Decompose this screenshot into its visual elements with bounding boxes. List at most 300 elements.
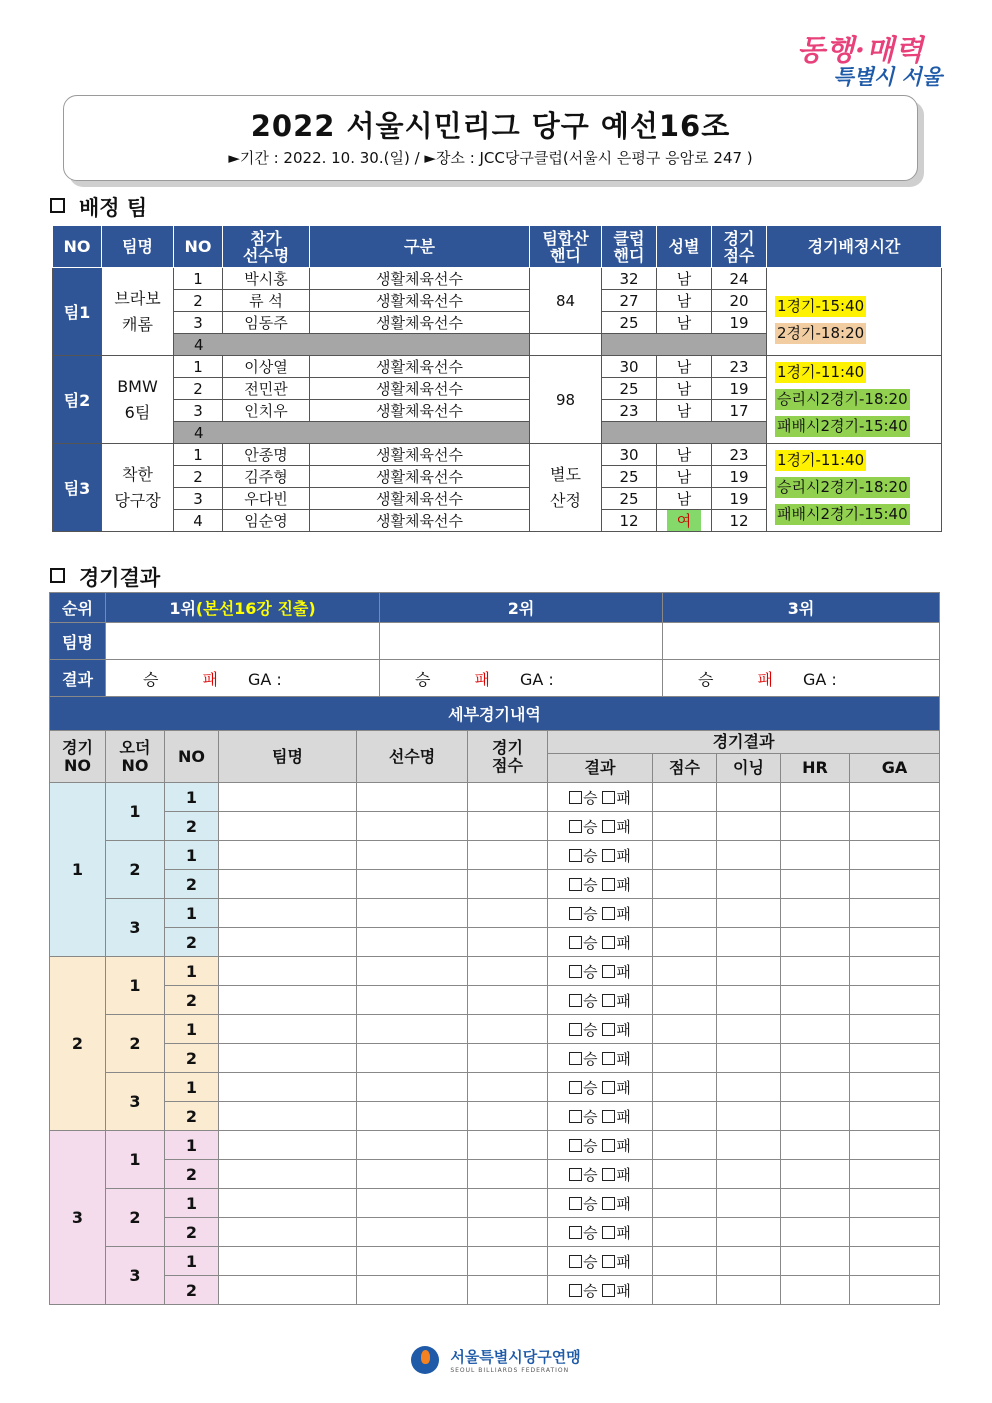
- inning-input[interactable]: [717, 928, 781, 957]
- player-type: 생활체육선수: [310, 378, 530, 400]
- game-score: 19: [712, 378, 767, 400]
- ga-input[interactable]: [850, 986, 940, 1015]
- col-player-no: NO: [174, 226, 223, 268]
- points-input[interactable]: [653, 1160, 717, 1189]
- score-input[interactable]: [468, 1015, 548, 1044]
- player-input[interactable]: [357, 957, 468, 986]
- ga-input[interactable]: [850, 812, 940, 841]
- rank-row: [50, 593, 940, 623]
- score-input[interactable]: [468, 1073, 548, 1102]
- inning-input[interactable]: [717, 1247, 781, 1276]
- inning-input[interactable]: [717, 870, 781, 899]
- ga-input[interactable]: [850, 928, 940, 957]
- player-no: 3: [174, 312, 223, 334]
- club-handi: 25: [602, 488, 657, 510]
- order-no: 2: [106, 841, 165, 899]
- ga-input[interactable]: [850, 1073, 940, 1102]
- win-loss-check[interactable]: 승 패: [548, 1160, 653, 1189]
- player-input[interactable]: [357, 1102, 468, 1131]
- win-loss-check[interactable]: 승 패: [548, 841, 653, 870]
- ga-input[interactable]: [850, 1131, 940, 1160]
- player-input[interactable]: [357, 1276, 468, 1305]
- team-input[interactable]: [219, 1102, 357, 1131]
- hr-input[interactable]: [781, 1073, 850, 1102]
- game-score: 12: [712, 510, 767, 532]
- player-input[interactable]: [357, 1131, 468, 1160]
- table-row: [50, 1276, 940, 1305]
- loss-checkbox[interactable]: [602, 936, 615, 949]
- slot-no: 1: [165, 783, 219, 812]
- win-loss-check[interactable]: 승 패: [548, 1131, 653, 1160]
- points-input[interactable]: [653, 1276, 717, 1305]
- points-input[interactable]: [653, 783, 717, 812]
- player-no: 3: [174, 488, 223, 510]
- win-checkbox[interactable]: [569, 1255, 582, 1268]
- rank-3-result[interactable]: 승 패 GA :: [663, 660, 940, 697]
- score-input[interactable]: [468, 1044, 548, 1073]
- loss-checkbox[interactable]: [602, 1284, 615, 1297]
- schedule-item: 승리시2경기-18:20: [777, 390, 908, 408]
- team-input[interactable]: [219, 1247, 357, 1276]
- player-input[interactable]: [357, 870, 468, 899]
- win-checkbox[interactable]: [569, 1284, 582, 1297]
- player-name: 박시홍: [223, 268, 310, 290]
- hr-input[interactable]: [781, 928, 850, 957]
- team-name: 브라보 캐롬: [102, 268, 174, 356]
- team-input[interactable]: [219, 986, 357, 1015]
- schedule-item: 1경기-11:40: [777, 363, 865, 381]
- hr-input[interactable]: [781, 1102, 850, 1131]
- win-loss-check[interactable]: 승 패: [548, 1218, 653, 1247]
- win-checkbox[interactable]: [569, 1052, 582, 1065]
- loss-checkbox[interactable]: [602, 907, 615, 920]
- inning-input[interactable]: [717, 1276, 781, 1305]
- player-input[interactable]: [357, 986, 468, 1015]
- inning-input[interactable]: [717, 841, 781, 870]
- rank-2: 2위: [380, 593, 663, 623]
- score-input[interactable]: [468, 957, 548, 986]
- win-loss-check[interactable]: 승 패: [548, 986, 653, 1015]
- loss-checkbox[interactable]: [602, 1255, 615, 1268]
- player-input[interactable]: [357, 1015, 468, 1044]
- empty-slot: [602, 422, 767, 444]
- player-name: 임순영: [223, 510, 310, 532]
- win-loss-check[interactable]: 승 패: [548, 783, 653, 812]
- team-input[interactable]: [219, 783, 357, 812]
- club-handi: 23: [602, 400, 657, 422]
- score-input[interactable]: [468, 986, 548, 1015]
- ga-input[interactable]: [850, 870, 940, 899]
- results-section-title: 경기결과: [50, 562, 160, 592]
- schedule-item: 1경기-15:40: [777, 296, 865, 315]
- win-loss-check[interactable]: 승 패: [548, 1276, 653, 1305]
- hr-input[interactable]: [781, 1247, 850, 1276]
- win-loss-check[interactable]: 승 패: [548, 899, 653, 928]
- points-input[interactable]: [653, 928, 717, 957]
- order-no: 3: [106, 1247, 165, 1305]
- win-checkbox[interactable]: [569, 965, 582, 978]
- team-input[interactable]: [219, 1160, 357, 1189]
- player-input[interactable]: [357, 928, 468, 957]
- player-input[interactable]: [357, 812, 468, 841]
- hr-input[interactable]: [781, 1160, 850, 1189]
- schedule-item: 2경기-18:20: [777, 323, 865, 342]
- loss-checkbox[interactable]: [602, 878, 615, 891]
- hr-input[interactable]: [781, 1218, 850, 1247]
- inning-input[interactable]: [717, 1073, 781, 1102]
- win-loss-check[interactable]: 승 패: [548, 1073, 653, 1102]
- team-input[interactable]: [219, 1044, 357, 1073]
- ga-input[interactable]: [850, 1160, 940, 1189]
- win-checkbox[interactable]: [569, 1168, 582, 1181]
- page-title: 2022 서울시민리그 당구 예선16조: [250, 109, 731, 143]
- win-loss-check[interactable]: 승 패: [548, 1044, 653, 1073]
- slot-no: 2: [165, 1276, 219, 1305]
- score-input[interactable]: [468, 928, 548, 957]
- points-input[interactable]: [653, 1189, 717, 1218]
- schedule-item: 1경기-11:40: [777, 451, 865, 469]
- score-input[interactable]: [468, 1276, 548, 1305]
- points-input[interactable]: [653, 899, 717, 928]
- detail-header-row: [50, 731, 940, 754]
- ga-input[interactable]: [850, 1015, 940, 1044]
- hr-input[interactable]: [781, 1189, 850, 1218]
- slot-no: 2: [165, 1044, 219, 1073]
- team-no: 팀2: [53, 356, 102, 444]
- player-input[interactable]: [357, 841, 468, 870]
- game-no: 2: [50, 957, 106, 1131]
- club-handi: 30: [602, 356, 657, 378]
- score-input[interactable]: [468, 1189, 548, 1218]
- ga-input[interactable]: [850, 1102, 940, 1131]
- score-input[interactable]: [468, 1131, 548, 1160]
- ga-input[interactable]: [850, 1044, 940, 1073]
- ga-input[interactable]: [850, 783, 940, 812]
- points-input[interactable]: [653, 957, 717, 986]
- points-input[interactable]: [653, 986, 717, 1015]
- points-input[interactable]: [653, 1073, 717, 1102]
- detail-title-row: [50, 697, 940, 731]
- table-row: [50, 841, 940, 870]
- player-name: 임동주: [223, 312, 310, 334]
- slot-no: 2: [165, 812, 219, 841]
- col-no: NO: [165, 731, 219, 783]
- inning-input[interactable]: [717, 1102, 781, 1131]
- player-type: 생활체육선수: [310, 488, 530, 510]
- win-loss-check[interactable]: 승 패: [548, 812, 653, 841]
- player-type: 생활체육선수: [310, 444, 530, 466]
- points-input[interactable]: [653, 812, 717, 841]
- win-checkbox[interactable]: [569, 1226, 582, 1239]
- game-no: 1: [50, 783, 106, 957]
- empty-slot: [602, 334, 767, 356]
- col-team-handi: 팀합산 핸디: [530, 226, 602, 268]
- slot-no: 1: [165, 1131, 219, 1160]
- team-input[interactable]: [219, 1073, 357, 1102]
- hr-input[interactable]: [781, 841, 850, 870]
- win-loss-check[interactable]: 승 패: [548, 928, 653, 957]
- col-gender: 성별: [657, 226, 712, 268]
- score-input[interactable]: [468, 783, 548, 812]
- points-input[interactable]: [653, 1131, 717, 1160]
- score-input[interactable]: [468, 899, 548, 928]
- club-handi: 12: [602, 510, 657, 532]
- win-loss-check[interactable]: 승 패: [548, 870, 653, 899]
- player-type: 생활체육선수: [310, 356, 530, 378]
- order-no: 3: [106, 899, 165, 957]
- team-input[interactable]: [219, 1189, 357, 1218]
- rank-1-result[interactable]: 승 패 GA :: [106, 660, 380, 697]
- slot-no: 1: [165, 841, 219, 870]
- col-schedule: 경기배정시간: [767, 226, 942, 268]
- schedule-cell: [767, 356, 942, 444]
- game-score: 23: [712, 356, 767, 378]
- team-input[interactable]: [219, 1131, 357, 1160]
- team-input[interactable]: [219, 870, 357, 899]
- seoul-brand-logo: [782, 28, 942, 96]
- hr-input[interactable]: [781, 1131, 850, 1160]
- hr-input[interactable]: [781, 1044, 850, 1073]
- result-label: 결과: [50, 660, 106, 697]
- points-input[interactable]: [653, 1015, 717, 1044]
- loss-checkbox[interactable]: [602, 1226, 615, 1239]
- game-no: 3: [50, 1131, 106, 1305]
- loss-checkbox[interactable]: [602, 1197, 615, 1210]
- loss-checkbox[interactable]: [602, 1023, 615, 1036]
- win-checkbox[interactable]: [569, 994, 582, 1007]
- loss-checkbox[interactable]: [602, 1110, 615, 1123]
- col-result-group: 경기결과: [548, 731, 940, 754]
- schedule-cell: [767, 444, 942, 532]
- win-loss-check[interactable]: 승 패: [548, 1102, 653, 1131]
- win-checkbox[interactable]: [569, 1139, 582, 1152]
- ga-input[interactable]: [850, 1247, 940, 1276]
- player-name: 류 석: [223, 290, 310, 312]
- rank-2-team-input[interactable]: [380, 623, 663, 660]
- win-checkbox[interactable]: [569, 878, 582, 891]
- loss-checkbox[interactable]: [602, 994, 615, 1007]
- win-checkbox[interactable]: [569, 936, 582, 949]
- table-row: [50, 1102, 940, 1131]
- game-score: 19: [712, 312, 767, 334]
- hr-input[interactable]: [781, 986, 850, 1015]
- hr-input[interactable]: [781, 783, 850, 812]
- logo-line1: 동행·매력: [796, 33, 924, 67]
- club-handi: 27: [602, 290, 657, 312]
- col-player-name: 참가 선수명: [223, 226, 310, 268]
- player-no: 2: [174, 466, 223, 488]
- rank-1-team-input[interactable]: [106, 623, 380, 660]
- player-input[interactable]: [357, 1189, 468, 1218]
- score-input[interactable]: [468, 1102, 548, 1131]
- points-input[interactable]: [653, 1218, 717, 1247]
- player-no: 4: [174, 422, 530, 444]
- win-checkbox[interactable]: [569, 1110, 582, 1123]
- hr-input[interactable]: [781, 1276, 850, 1305]
- inning-input[interactable]: [717, 1131, 781, 1160]
- player-name: 우다빈: [223, 488, 310, 510]
- ga-input[interactable]: [850, 1276, 940, 1305]
- hr-input[interactable]: [781, 870, 850, 899]
- gender: 남: [657, 400, 712, 422]
- loss-checkbox[interactable]: [602, 1139, 615, 1152]
- score-input[interactable]: [468, 812, 548, 841]
- ga-input[interactable]: [850, 841, 940, 870]
- col-team-name: 팀명: [102, 226, 174, 268]
- rank-1: 1위(본선16강 진출): [106, 593, 380, 623]
- col-game-no: 경기 NO: [50, 731, 106, 783]
- gender: 남: [657, 268, 712, 290]
- team-input[interactable]: [219, 1276, 357, 1305]
- inning-input[interactable]: [717, 986, 781, 1015]
- player-input[interactable]: [357, 1044, 468, 1073]
- team-no: 팀3: [53, 444, 102, 532]
- player-no: 2: [174, 378, 223, 400]
- slot-no: 2: [165, 928, 219, 957]
- player-input[interactable]: [357, 783, 468, 812]
- ga-input[interactable]: [850, 1189, 940, 1218]
- gender: [657, 510, 712, 532]
- player-no: 4: [174, 334, 530, 356]
- team-input[interactable]: [219, 928, 357, 957]
- slot-no: 1: [165, 1247, 219, 1276]
- player-name: 인치우: [223, 400, 310, 422]
- win-checkbox[interactable]: [569, 1023, 582, 1036]
- win-loss-check[interactable]: 승 패: [548, 957, 653, 986]
- score-input[interactable]: [468, 841, 548, 870]
- col-ga: GA: [850, 754, 940, 783]
- inning-input[interactable]: [717, 899, 781, 928]
- loss-checkbox[interactable]: [602, 1081, 615, 1094]
- points-input[interactable]: [653, 1102, 717, 1131]
- rank-3-team-input[interactable]: [663, 623, 940, 660]
- win-checkbox[interactable]: [569, 1081, 582, 1094]
- table-row: [50, 1218, 940, 1247]
- player-input[interactable]: [357, 899, 468, 928]
- points-input[interactable]: [653, 870, 717, 899]
- hr-input[interactable]: [781, 1015, 850, 1044]
- club-handi: 30: [602, 444, 657, 466]
- loss-checkbox[interactable]: [602, 965, 615, 978]
- table-row: [53, 444, 942, 466]
- team-input[interactable]: [219, 957, 357, 986]
- player-input[interactable]: [357, 1073, 468, 1102]
- order-no: 1: [106, 1131, 165, 1189]
- game-score: 23: [712, 444, 767, 466]
- score-input[interactable]: [468, 870, 548, 899]
- player-type: 생활체육선수: [310, 312, 530, 334]
- player-input[interactable]: [357, 1160, 468, 1189]
- team-input[interactable]: [219, 812, 357, 841]
- team-name-row: [50, 623, 940, 660]
- loss-checkbox[interactable]: [602, 791, 615, 804]
- win-loss-check[interactable]: 승 패: [548, 1247, 653, 1276]
- win-loss-check[interactable]: 승 패: [548, 1015, 653, 1044]
- club-handi: 25: [602, 312, 657, 334]
- rank-2-result[interactable]: 승 패 GA :: [380, 660, 663, 697]
- col-inning: 이닝: [717, 754, 781, 783]
- slot-no: 1: [165, 957, 219, 986]
- player-input[interactable]: [357, 1218, 468, 1247]
- hr-input[interactable]: [781, 812, 850, 841]
- ga-input[interactable]: [850, 899, 940, 928]
- game-score: 24: [712, 268, 767, 290]
- team-input[interactable]: [219, 1218, 357, 1247]
- inning-input[interactable]: [717, 1160, 781, 1189]
- inning-input[interactable]: [717, 1044, 781, 1073]
- team-input[interactable]: [219, 1015, 357, 1044]
- team-input[interactable]: [219, 841, 357, 870]
- slot-no: 1: [165, 1073, 219, 1102]
- federation-footer: [0, 1346, 992, 1374]
- win-checkbox[interactable]: [569, 820, 582, 833]
- ga-input[interactable]: [850, 1218, 940, 1247]
- slot-no: 2: [165, 986, 219, 1015]
- points-input[interactable]: [653, 841, 717, 870]
- hr-input[interactable]: [781, 957, 850, 986]
- advance-note: (본선16강 진출): [195, 599, 316, 618]
- win-loss-check[interactable]: 승 패: [548, 1189, 653, 1218]
- team-name: BMW 6팀: [102, 356, 174, 444]
- loss-checkbox[interactable]: [602, 820, 615, 833]
- win-checkbox[interactable]: [569, 1197, 582, 1210]
- inning-input[interactable]: [717, 812, 781, 841]
- player-input[interactable]: [357, 1247, 468, 1276]
- table-row: [50, 986, 940, 1015]
- col-order-no: 오더 NO: [106, 731, 165, 783]
- player-no: 1: [174, 444, 223, 466]
- win-checkbox[interactable]: [569, 907, 582, 920]
- score-input[interactable]: [468, 1247, 548, 1276]
- score-input[interactable]: [468, 1218, 548, 1247]
- win-checkbox[interactable]: [569, 849, 582, 862]
- team-handi: 84: [530, 268, 602, 334]
- player-name: 김주형: [223, 466, 310, 488]
- score-input[interactable]: [468, 1160, 548, 1189]
- checkbox-bullet-icon: [50, 568, 65, 583]
- slot-no: 2: [165, 870, 219, 899]
- hr-input[interactable]: [781, 899, 850, 928]
- loss-checkbox[interactable]: [602, 1168, 615, 1181]
- inning-input[interactable]: [717, 957, 781, 986]
- inning-input[interactable]: [717, 783, 781, 812]
- team-name: 착한 당구장: [102, 444, 174, 532]
- team-input[interactable]: [219, 899, 357, 928]
- detail-title: 세부경기내역: [50, 697, 940, 731]
- game-score: 19: [712, 466, 767, 488]
- inning-input[interactable]: [717, 1015, 781, 1044]
- loss-checkbox[interactable]: [602, 1052, 615, 1065]
- player-no: 3: [174, 400, 223, 422]
- loss-checkbox[interactable]: [602, 849, 615, 862]
- rank-3: 3위: [663, 593, 940, 623]
- player-no: 2: [174, 290, 223, 312]
- col-hr: HR: [781, 754, 850, 783]
- inning-input[interactable]: [717, 1189, 781, 1218]
- logo-line2: 특별시 서울: [833, 64, 942, 89]
- col-points: 점수: [653, 754, 717, 783]
- ga-input[interactable]: [850, 957, 940, 986]
- win-checkbox[interactable]: [569, 791, 582, 804]
- table-row: [53, 268, 942, 290]
- table-row: [50, 783, 940, 812]
- assign-section-title: 배정 팀: [50, 192, 147, 222]
- points-input[interactable]: [653, 1247, 717, 1276]
- points-input[interactable]: [653, 1044, 717, 1073]
- gender: 남: [657, 488, 712, 510]
- inning-input[interactable]: [717, 1218, 781, 1247]
- federation-logo-icon: [411, 1346, 439, 1374]
